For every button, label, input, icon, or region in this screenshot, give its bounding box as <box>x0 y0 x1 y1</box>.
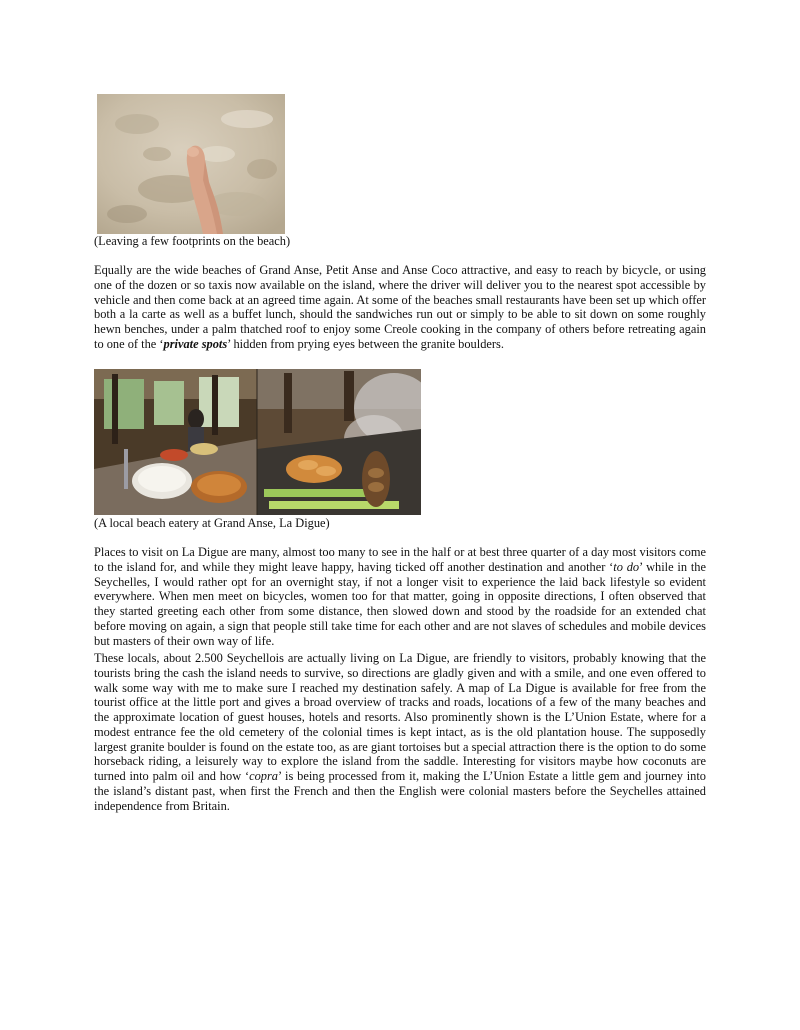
figure-caption-1: (Leaving a few footprints on the beach) <box>94 234 291 248</box>
figure-caption-2: (A local beach eatery at Grand Anse, La Digue) <box>94 516 330 530</box>
paragraph-text: These locals, about 2.500 Seychellois are actually living on La Digue, are friendly to visitors, probably knowing that the tourists bring the cash the island needs to survive, so directions are gladly given and with a smile, and one even offered to walk some way with me to make sure I reached my destination safely. A map of La Digue is available for free from the tourist office at the little port and gives a broad overview of tracks and roads, locations of a few of the many beaches and the approximate location of guest houses, hotels and resorts. Also prominently shown is the L’Union Estate, where for a modest entrance fee the old cemetery of the colonial times is kept intact, as is the old plantation house. The supposedly largest granite boulder is found on the estate too, as are giant tortoises but a special attraction there is the option to do some horseback riding, a leisurely way to explore the island from the saddle. Interesting for visitors maybe how coconuts are turned into palm oil and how ‘ <box>94 651 706 783</box>
sand-illustration <box>97 94 285 234</box>
paragraph-beaches <box>94 263 706 352</box>
paragraph-text: Equally are the wide beaches of Grand Anse, Petit Anse and Anse Coco attractive, and easy to reach by bicycle, or using one of the dozen or so taxis now available on the island, where the driver will deliver you to the nearest spot accessible by vehicle and then come back at an agreed time again. At some of the beaches small restaurants have been set up which offer both a la carte as well as a buffet lunch, should the sandwiches run out or simply to be able to sit down on some roughly hewn benches, under a palm thatched roof to enjoy some Creole cooking in the company of others before retreating again to one of the ‘ <box>94 263 706 351</box>
paragraph-places-to-visit <box>94 545 706 648</box>
paragraph-text: ’ is being processed from it, making the L’Union Estate a little gem and journey into the island’s distant past, when first the French and then the English were colonial masters before the Seychelles attained independence from Britain. <box>94 769 706 813</box>
beach-eatery-photo <box>94 369 421 515</box>
emphasis-text: copra <box>249 769 279 783</box>
beach-footprints-photo <box>97 94 285 234</box>
paragraph-text: Places to visit on La Digue are many, almost too many to see in the half or at best three quarter of a day most visitors come to the island for, and while they might leave happy, having ticked off another destination and another ‘ <box>94 545 706 574</box>
emphasis-text: private spots <box>163 336 228 351</box>
paragraph-text: ’ hidden from prying eyes between the granite boulders. <box>227 336 504 351</box>
eatery-illustration <box>94 369 421 515</box>
paragraph-text: ’ while in the Seychelles, I would rather opt for an overnight stay, if not a longer visit to experience the laid back lifestyle so evident everywhere. When men meet on bicycles, women too for that matter, going in opposite directions, I often observed that they started greeting each other from some distance, then slowed down and stood by the roadside for an extended chat before moving on again, a sign that people still take time for each other and are not slaves of schedules and mobile devices but masters of their own way of life. <box>94 559 706 648</box>
paragraph-locals <box>94 651 706 813</box>
emphasis-text: to do <box>613 559 640 574</box>
